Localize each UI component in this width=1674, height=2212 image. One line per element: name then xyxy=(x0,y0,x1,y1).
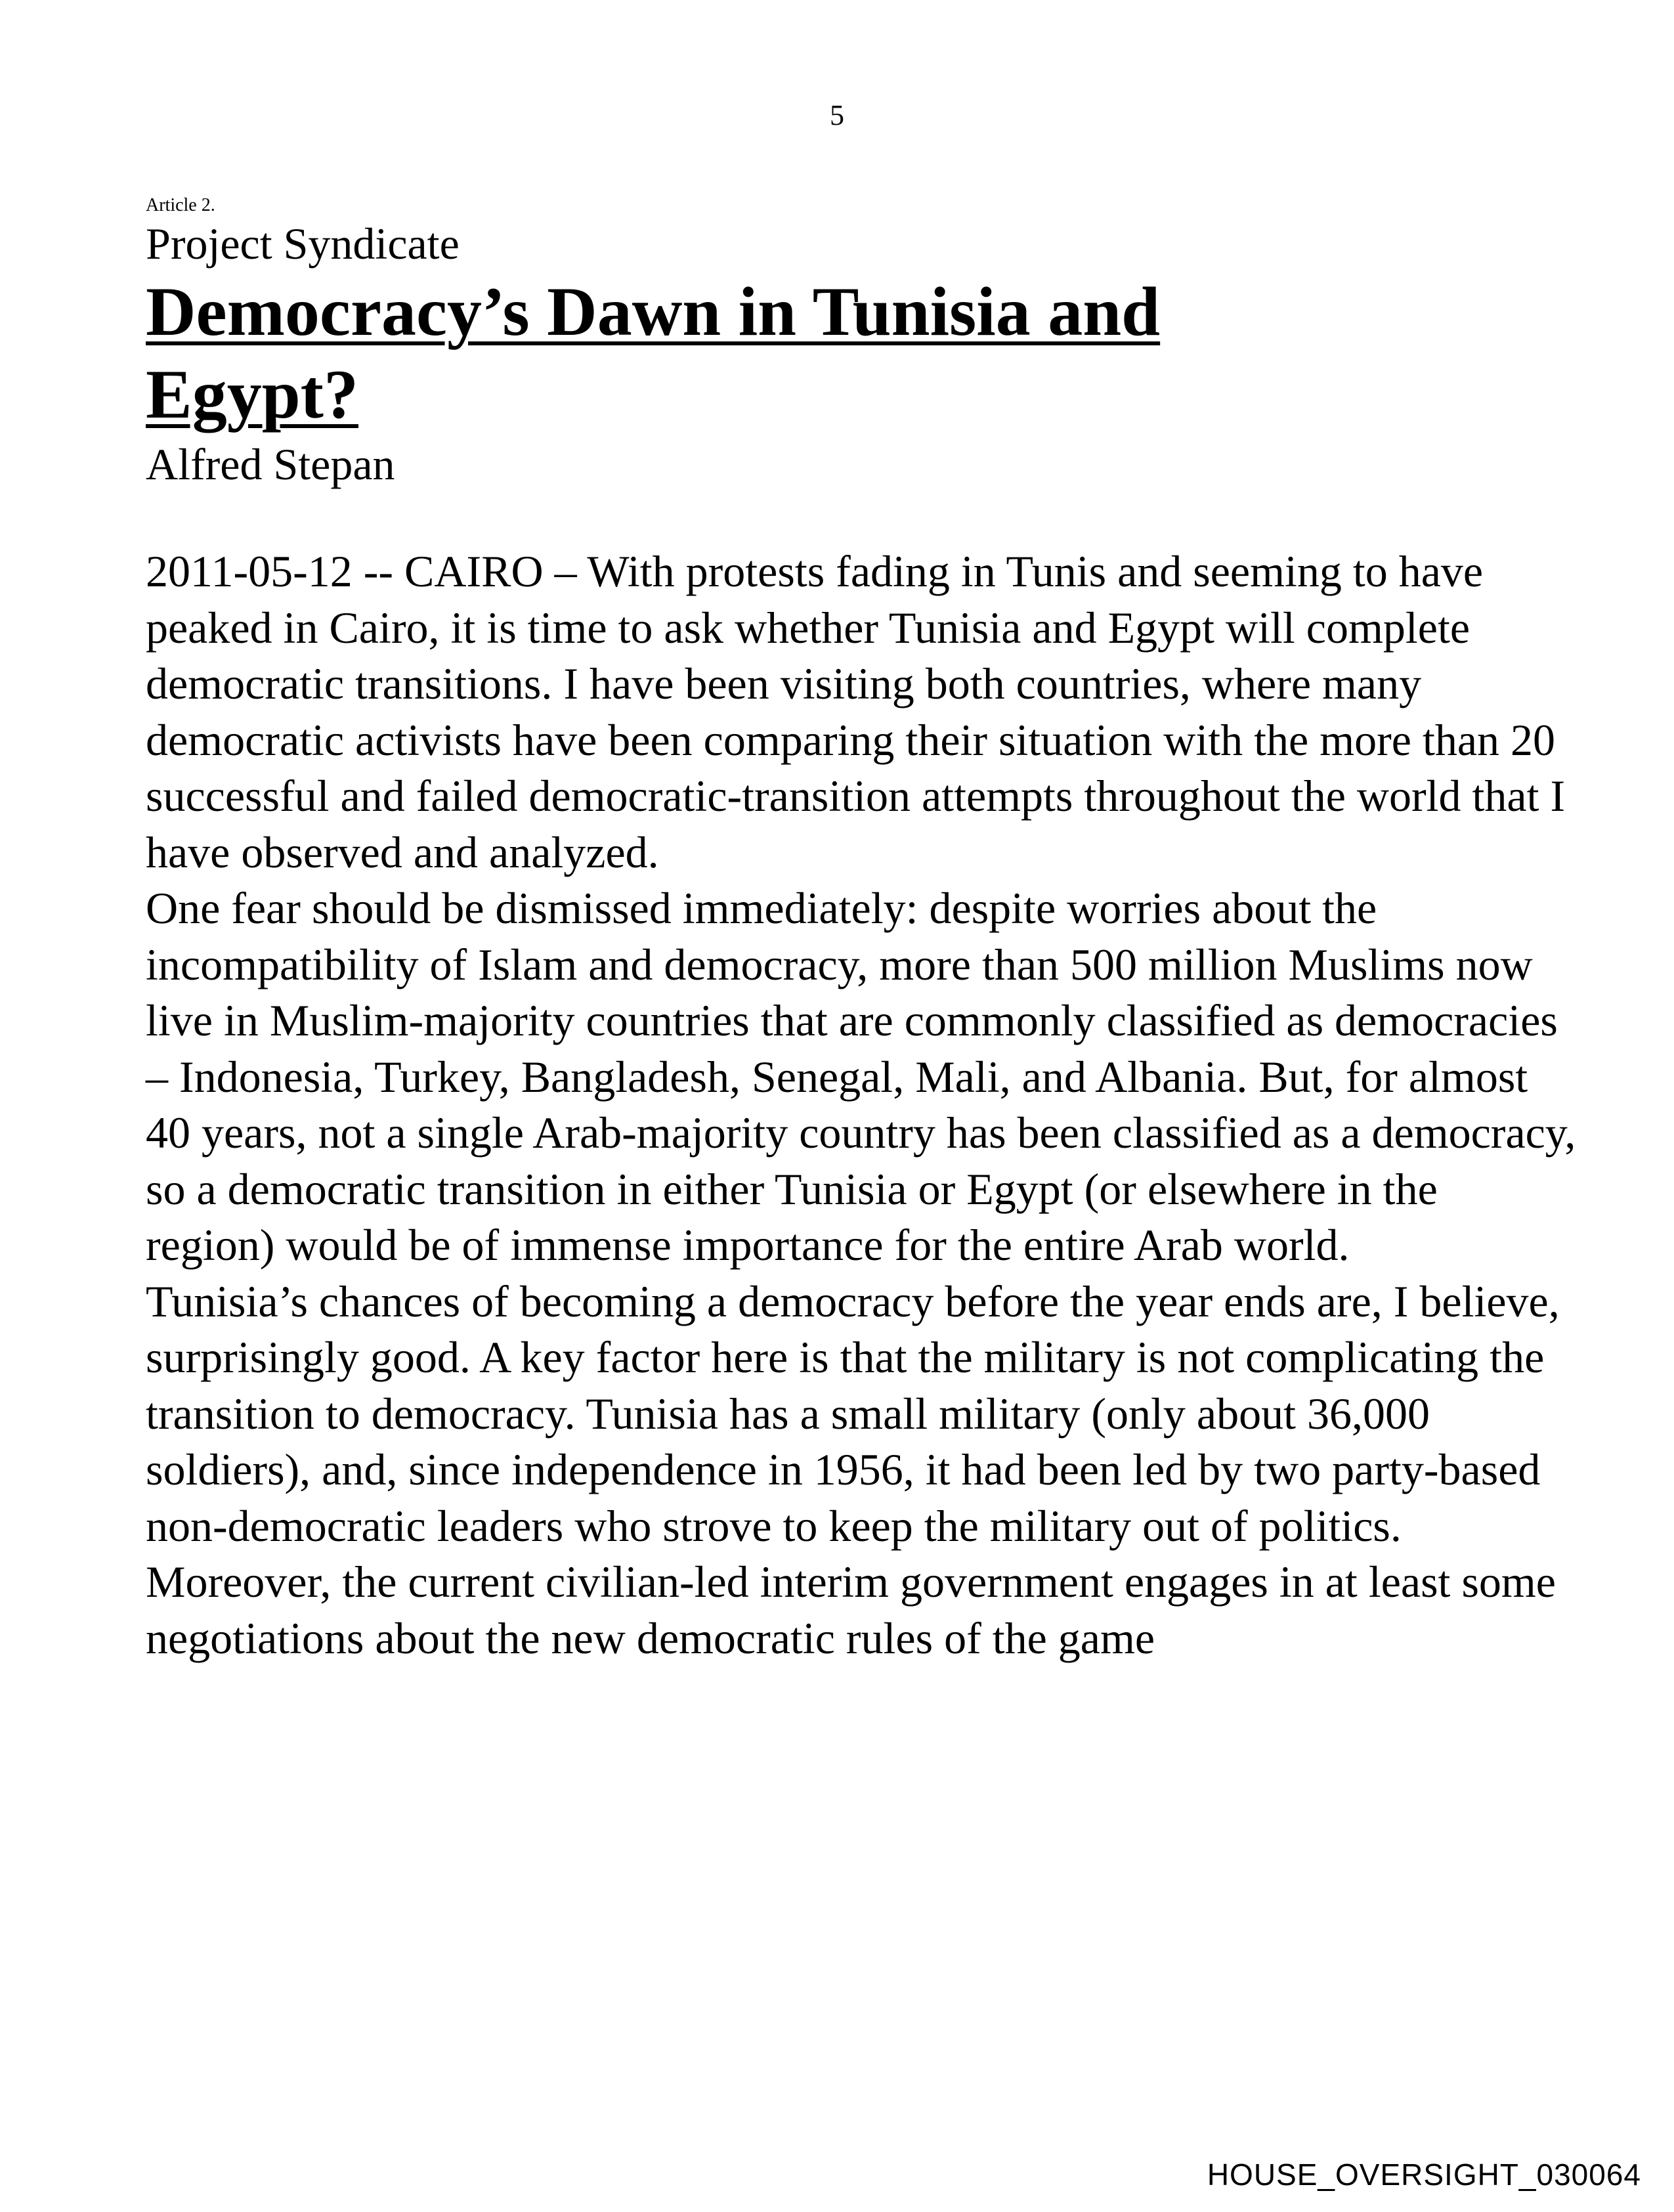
article-paragraph: 2011-05-12 -- CAIRO – With protests fading in Tunis and seeming to have peaked in Cairo, it is time to ask whether Tunisia and Egypt will complete democratic transitions. I have been visiting both countries, where many democratic activists have been comparing their situation with the more than 20 successful and failed democratic-transition attempts throughout the world that I have observed and analyzed. xyxy=(146,546,1566,877)
article-label: Article 2. xyxy=(146,195,215,215)
publication-name: Project Syndicate xyxy=(146,219,460,269)
article-paragraph: One fear should be dismissed immediately: despite worries about the incompatibility of Islam and democracy, more than 500 million Muslims now live in Muslim-majority countries that are commonly classified as democracies – Indonesia, Turkey, Bangladesh, Senegal, Mali, and Albania. But, for almost 40 years, not a single Arab-majority country has been classified as a democracy, so a democratic transition in either Tunisia or Egypt (or elsewhere in the region) would be of immense importance for the entire Arab world. xyxy=(146,883,1576,1270)
article-title: Democracy’s Dawn in Tunisia and Egypt? xyxy=(146,273,1161,433)
article xyxy=(146,194,1577,1666)
article-paragraph: Tunisia’s chances of becoming a democracy before the year ends are, I believe, surprisingly good. A key factor here is that the military is not complicating the transition to democracy. Tunisia has a small military (only about 36,000 soldiers), and, since independence in 1956, it had been led by two party-based non-democratic leaders who strove to keep the military out of politics. xyxy=(146,1276,1560,1551)
document-id-stamp: HOUSE_OVERSIGHT_030064 xyxy=(1207,2158,1641,2192)
page-number: 5 xyxy=(830,99,844,131)
article-author: Alfred Stepan xyxy=(146,439,395,489)
article-paragraph: Moreover, the current civilian-led interim government engages in at least some negotiations about the new democratic rules of the game xyxy=(146,1557,1556,1663)
